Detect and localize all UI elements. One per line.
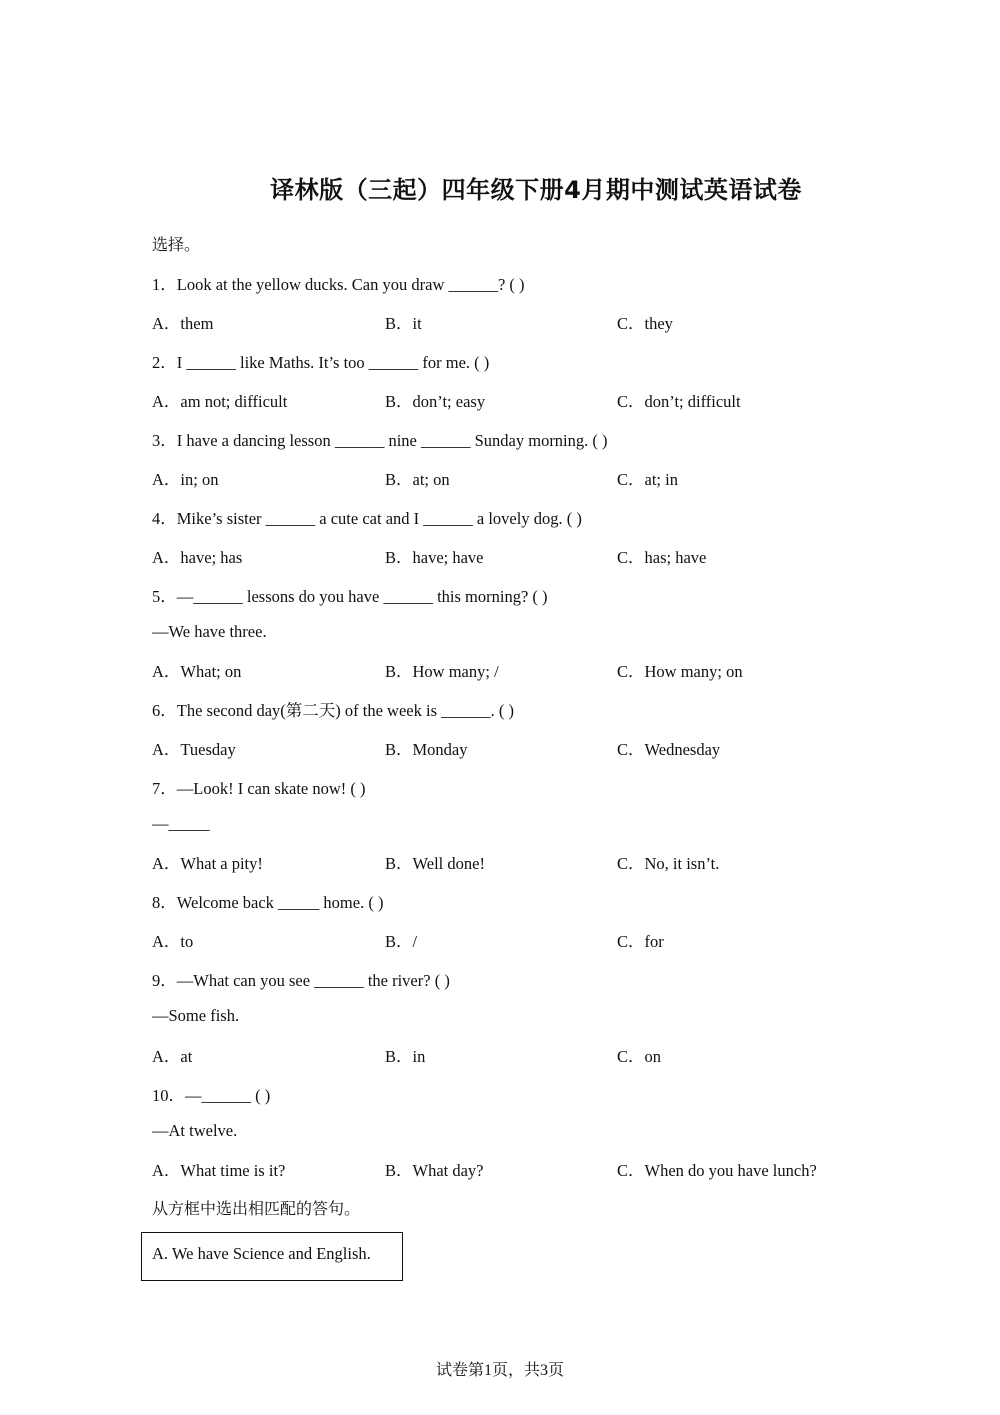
section-heading-matching: 从方框中选出相匹配的答句。 [152,1199,361,1218]
question-8-option-c: C．for [617,932,664,951]
question-9-option-c: C．on [617,1047,662,1066]
page-footer: 试卷第1页，共3页 [435,1362,564,1379]
question-6-option-b: B．Monday [385,740,468,759]
question-6-stem: 6．The second day(第二天) of the week is ______. ( ) [152,701,514,720]
question-2-stem: 2．I ______ like Maths. It’s too ______ for me. ( ) [152,353,490,372]
answer-box-text: A. We have Science and English. [152,1244,371,1263]
question-10-stem: 10．—______ ( ) [152,1086,271,1105]
question-3-stem: 3．I have a dancing lesson ______ nine ______ Sunday morning. ( ) [152,431,608,450]
question-1-option-a: A．them [152,314,214,333]
question-5-answer-line: —We have three. [152,622,267,641]
question-9-answer-line: —Some fish. [152,1006,240,1025]
question-4-option-c: C．has; have [617,548,707,567]
question-1-stem: 1．Look at the yellow ducks. Can you draw ______? ( ) [152,275,525,294]
question-1-option-b: B．it [385,314,422,333]
question-4-stem: 4．Mike’s sister ______ a cute cat and I ______ a lovely dog. ( ) [152,509,582,528]
question-10-option-a: A．What time is it? [152,1161,286,1180]
question-9-option-b: B．in [385,1047,426,1066]
question-7-answer-line: —_____ [152,814,210,833]
question-9-option-a: A．at [152,1047,193,1066]
section-heading-choice: 选择。 [152,235,201,254]
question-4-option-a: A．have; has [152,548,243,567]
question-1-option-c: C．they [617,314,673,333]
question-7-option-b: B．Well done! [385,854,485,873]
question-8-stem: 8．Welcome back _____ home. ( ) [152,893,384,912]
question-3-option-a: A．in; on [152,470,219,489]
question-5-option-a: A．What; on [152,662,242,681]
question-5-option-c: C．How many; on [617,662,743,681]
question-9-stem: 9．—What can you see ______ the river? ( ) [152,971,450,990]
question-10-option-c: C．When do you have lunch? [617,1161,817,1180]
page-title: 译林版（三起）四年级下册4月期中测试英语试卷 [270,176,802,204]
question-7-option-a: A．What a pity! [152,854,263,873]
question-3-option-c: C．at; in [617,470,678,489]
question-8-option-b: B．/ [385,932,418,951]
question-4-option-b: B．have; have [385,548,484,567]
question-5-option-b: B．How many; / [385,662,499,681]
question-7-stem: 7．—Look! I can skate now! ( ) [152,779,366,798]
question-7-option-c: C．No, it isn’t. [617,854,720,873]
question-6-option-c: C．Wednesday [617,740,721,759]
question-10-option-b: B．What day? [385,1161,484,1180]
question-3-option-b: B．at; on [385,470,450,489]
question-8-option-a: A．to [152,932,194,951]
question-5-stem: 5．—______ lessons do you have ______ this morning? ( ) [152,587,548,606]
question-10-answer-line: —At twelve. [152,1121,238,1140]
answer-box [141,1232,403,1281]
question-2-option-b: B．don’t; easy [385,392,486,411]
question-2-option-a: A．am not; difficult [152,392,288,411]
question-2-option-c: C．don’t; difficult [617,392,741,411]
question-6-option-a: A．Tuesday [152,740,236,759]
